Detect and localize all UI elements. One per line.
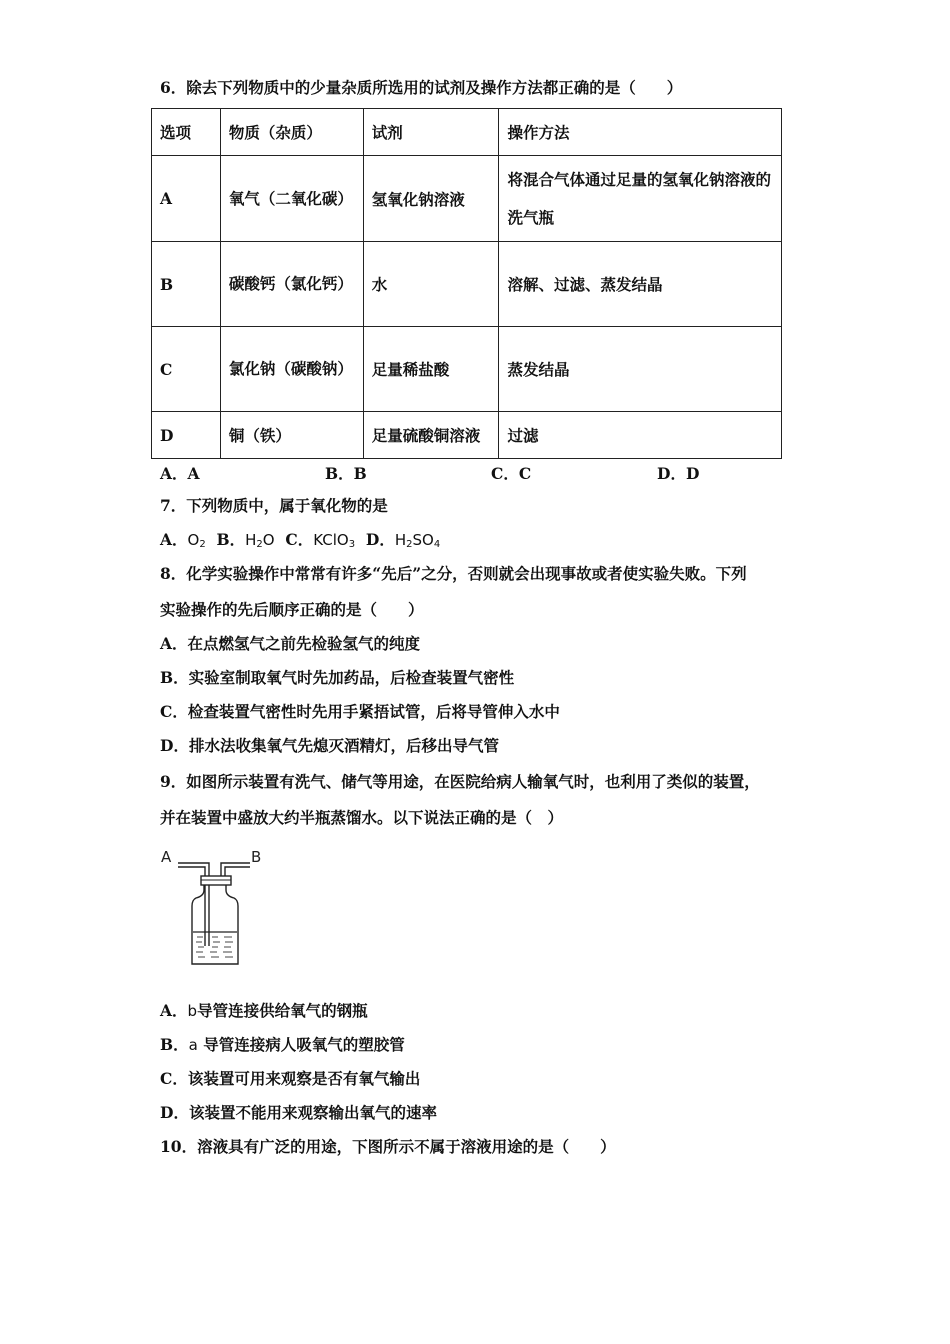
q7-stem: 7．下列物质中，属于氧化物的是 [160, 496, 388, 515]
table-row [152, 242, 782, 327]
table-header-row [152, 109, 782, 156]
q8-option-a: A．在点燃氢气之前先检验氢气的纯度 [160, 634, 421, 653]
table-row [152, 327, 782, 412]
header-substance: 物质（杂质） [220, 109, 363, 156]
row-substance: 碳酸钙（氯化钙） [220, 242, 363, 327]
q6-choice-a: A．A [160, 464, 200, 483]
q8-option-b: B．实验室制取氧气时先加药品，后检查装置气密性 [160, 668, 515, 687]
q6-choices [160, 462, 760, 482]
row-method: 过滤 [499, 412, 782, 459]
row-method: 将混合气体通过足量的氢氧化钠溶液的洗气瓶 [499, 156, 782, 242]
row-option: C [152, 327, 221, 412]
q7-option-a-label: A． [160, 530, 188, 549]
q8-option-d: D．排水法收集氧气先熄灭酒精灯，后移出导气管 [160, 736, 499, 755]
table-row [152, 412, 782, 459]
q6-choice-d: D．D [657, 464, 700, 483]
gas-washing-bottle-diagram [158, 846, 273, 968]
row-reagent: 水 [363, 242, 499, 327]
table-row [152, 156, 782, 242]
q8-stem-line2: 实验操作的先后顺序正确的是（ ） [160, 600, 424, 619]
q9-option-d: D．该装置不能用来观察输出氧气的速率 [160, 1103, 437, 1122]
row-reagent: 足量硫酸铜溶液 [363, 412, 499, 459]
q7-option-b-label: B． [216, 530, 246, 549]
q6-table [151, 108, 782, 459]
q7-option-c: KClO$_3$ [313, 531, 356, 550]
q7-options [160, 530, 440, 555]
row-substance: 氯化钠（碳酸钠） [220, 327, 363, 412]
row-reagent: 氢氧化钠溶液 [363, 156, 499, 242]
q9-stem-line2: 并在装置中盛放大约半瓶蒸馏水。以下说法正确的是（ ） [160, 808, 564, 827]
figure-label-b: B [251, 848, 262, 866]
header-method: 操作方法 [499, 109, 782, 156]
q6-choice-c: C．C [491, 464, 532, 483]
row-option: A [152, 156, 221, 242]
header-reagent: 试剂 [363, 109, 499, 156]
q6-choice-b: B．B [325, 464, 367, 483]
q6-stem: 6．除去下列物质中的少量杂质所选用的试剂及操作方法都正确的是（ ） [160, 78, 683, 97]
q8-stem-line1: 8．化学实验操作中常常有许多“先后”之分，否则就会出现事故或者使实验失败。下列 [160, 564, 747, 583]
q9-option-c: C．该装置可用来观察是否有氧气输出 [160, 1069, 421, 1088]
row-reagent: 足量稀盐酸 [363, 327, 499, 412]
row-method: 溶解、过滤、蒸发结晶 [499, 242, 782, 327]
q7-option-a: $O_2$ [187, 531, 206, 550]
header-option: 选项 [152, 109, 221, 156]
q7-option-c-label: C． [285, 530, 314, 549]
figure-label-a: A [161, 848, 172, 866]
q9-option-b: B．a 导管连接病人吸氧气的塑胶管 [160, 1035, 405, 1054]
row-substance: 氧气（二氧化碳） [220, 156, 363, 242]
q9-option-a: A．b导管连接供给氧气的钢瓶 [160, 1001, 368, 1020]
q7-option-d: $H_2SO_4$ [394, 531, 441, 550]
row-option: D [152, 412, 221, 459]
q8-option-c: C．检查装置气密性时先用手紧捂试管，后将导管伸入水中 [160, 702, 560, 721]
q7-option-d-label: D． [365, 530, 395, 549]
q7-option-b: $H_2O$ [245, 531, 275, 550]
q10-stem: 10．溶液具有广泛的用途，下图所示不属于溶液用途的是（ ） [160, 1137, 616, 1156]
row-option: B [152, 242, 221, 327]
row-method: 蒸发结晶 [499, 327, 782, 412]
q9-stem-line1: 9．如图所示装置有洗气、储气等用途，在医院给病人输氧气时，也利用了类似的装置， [160, 772, 760, 791]
row-substance: 铜（铁） [220, 412, 363, 459]
water-hatching [196, 937, 233, 957]
